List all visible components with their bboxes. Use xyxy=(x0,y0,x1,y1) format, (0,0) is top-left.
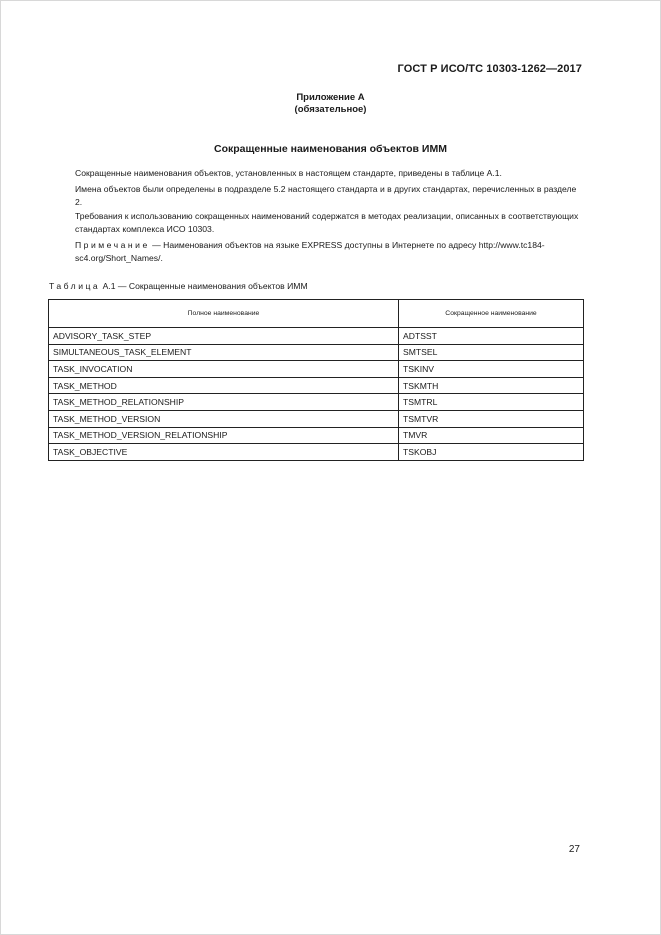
short-name-cell: TSMTVR xyxy=(399,410,584,427)
short-name-cell: TSKINV xyxy=(399,361,584,378)
short-name-cell: TMVR xyxy=(399,427,584,444)
paragraph-text: Имена объектов были определены в подразделе 5.2 настоящего стандарта и в других стандартах, перечисленных в разделе 2. xyxy=(75,184,577,208)
table-caption-text: А.1 — Сокращенные наименования объектов ИММ xyxy=(102,281,308,291)
full-name-cell: TASK_METHOD_VERSION xyxy=(49,410,399,427)
appendix-title: Приложение А xyxy=(296,92,365,103)
paragraph-text: Требования к использованию сокращенных наименований содержатся в методах реализации, описанных в соответствующих стандартах комплекса ИСО 10303. xyxy=(75,211,579,235)
table-row xyxy=(49,344,584,361)
table-caption xyxy=(49,281,308,291)
table-header-row xyxy=(49,300,584,328)
note-label: Примечание xyxy=(75,240,150,250)
standard-code: ГОСТ Р ИСО/ТС 10303-1262—2017 xyxy=(397,63,582,75)
table-row xyxy=(49,394,584,411)
short-name-cell: ADTSST xyxy=(399,328,584,345)
column-header-short-name: Сокращенное наименование xyxy=(399,300,584,328)
appendix-heading xyxy=(1,92,660,116)
table-row xyxy=(49,444,584,461)
full-name-cell: ADVISORY_TASK_STEP xyxy=(49,328,399,345)
table-row xyxy=(49,410,584,427)
short-name-cell: SMTSEL xyxy=(399,344,584,361)
paragraph xyxy=(49,210,584,236)
note xyxy=(49,239,584,265)
short-name-cell: TSKOBJ xyxy=(399,444,584,461)
full-name-cell: TASK_INVOCATION xyxy=(49,361,399,378)
note-text: — Наименования объектов на языке EXPRESS доступны в Интернете по адресу http://www.tc184-sc4.org/Short_Names/. xyxy=(75,240,545,264)
full-name-cell: SIMULTANEOUS_TASK_ELEMENT xyxy=(49,344,399,361)
table-caption-label: Таблица xyxy=(49,281,101,291)
appendix-subtitle: (обязательное) xyxy=(294,104,367,115)
table-row xyxy=(49,328,584,345)
section-title: Сокращенные наименования объектов ИММ xyxy=(214,143,447,155)
full-name-cell: TASK_METHOD xyxy=(49,377,399,394)
abbreviations-table xyxy=(48,299,584,461)
table-row xyxy=(49,377,584,394)
column-header-full-name: Полное наименование xyxy=(49,300,399,328)
paragraph-text: Сокращенные наименования объектов, установленных в настоящем стандарте, приведены в таблице А.1. xyxy=(75,168,502,178)
paragraph xyxy=(49,183,584,209)
full-name-cell: TASK_METHOD_RELATIONSHIP xyxy=(49,394,399,411)
table-row xyxy=(49,427,584,444)
page-number: 27 xyxy=(568,844,580,855)
short-name-cell: TSMTRL xyxy=(399,394,584,411)
full-name-cell: TASK_METHOD_VERSION_RELATIONSHIP xyxy=(49,427,399,444)
short-name-cell: TSKMTH xyxy=(399,377,584,394)
full-name-cell: TASK_OBJECTIVE xyxy=(49,444,399,461)
table-row xyxy=(49,361,584,378)
paragraph xyxy=(49,167,584,180)
